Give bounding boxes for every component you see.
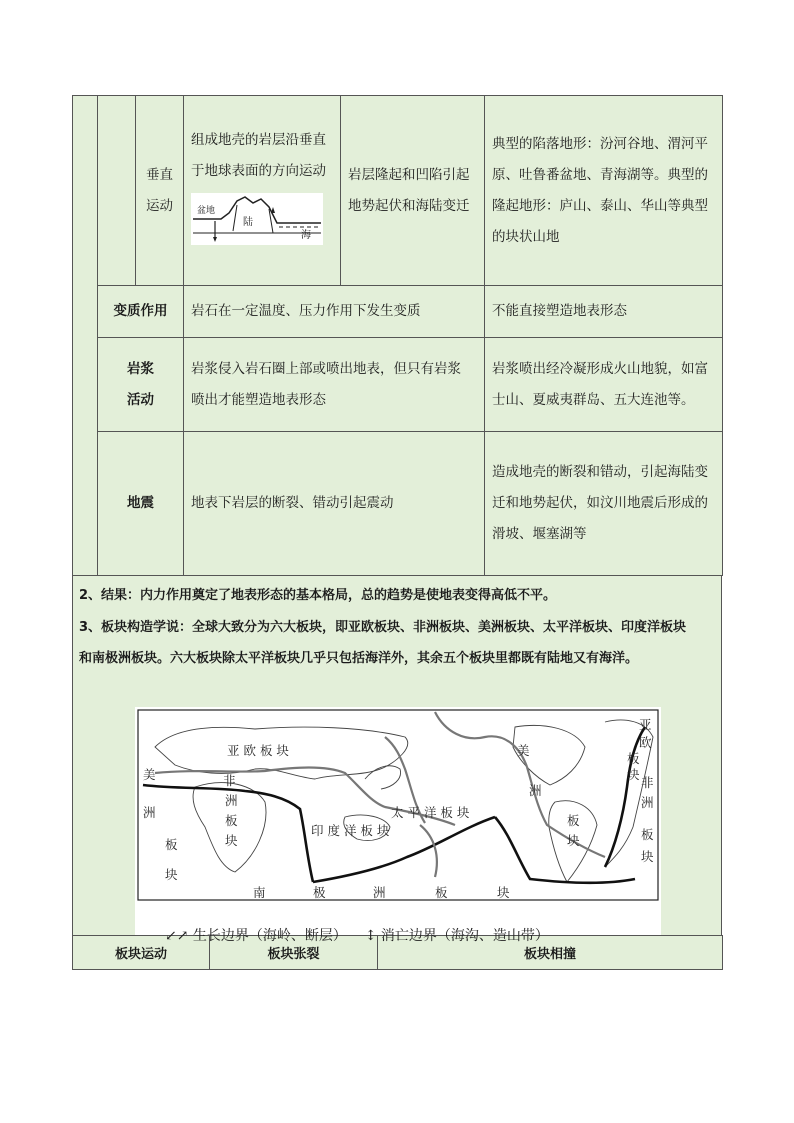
example-earthquake xyxy=(485,432,723,576)
header-plate-movement: 板块运动 xyxy=(73,935,210,969)
label-american-1: 美 xyxy=(517,742,530,758)
label-right-african-4: 块 xyxy=(641,848,654,864)
subduction-boundary-icon: ↕ xyxy=(364,927,377,944)
label-african-plate-3: 板 xyxy=(225,812,238,828)
row-metamorphism xyxy=(73,286,723,338)
header-plate-collision: 板块相撞 xyxy=(378,935,723,969)
label-american-4: 块 xyxy=(567,832,580,848)
text-line: 的块状山地 xyxy=(492,228,560,245)
diagram-land-label: 陆 xyxy=(243,216,253,228)
notes-section xyxy=(72,576,722,685)
text-line: 岩层隆起和凹陷引起 xyxy=(348,166,470,183)
plate-map-drawing xyxy=(135,707,661,917)
label-earthquake: 地震 xyxy=(98,432,184,576)
text-line: 岩浆喷出经冷凝形成火山地貌，如富 xyxy=(492,360,708,377)
diagram-basin-label: 盆地 xyxy=(197,205,216,216)
text-line: 岩浆侵入岩石圈上部或喷出地表，但只有岩浆 xyxy=(191,360,461,377)
text-line: 喷出才能塑造地表形态 xyxy=(191,391,326,408)
document-body xyxy=(72,95,722,970)
effect-vertical-movement xyxy=(341,96,485,286)
label-vertical-movement xyxy=(136,96,184,286)
label-right-african-1: 非 xyxy=(641,774,654,790)
label-left-american-3: 板 xyxy=(165,836,178,852)
label-antarctic-3: 洲 xyxy=(373,884,386,900)
outer-gutter-col xyxy=(73,96,98,576)
row-earthquake xyxy=(73,432,723,576)
legend-subduction-boundary: 消亡边界（海沟、造山带） xyxy=(380,927,549,944)
label-right-eurasian-3: 板 xyxy=(627,750,640,766)
label-antarctic-4: 板 xyxy=(435,884,448,900)
text-line: 典型的陷落地形：汾河谷地、渭河平 xyxy=(492,135,708,152)
label-american-3: 板 xyxy=(567,812,580,828)
note-plate-theory-cont: 和南极洲板块。六大板块除太平洋板块几乎只包括海洋外，其余五个板块里都既有陆地又有海洋。 xyxy=(79,651,639,666)
vertical-movement-diagram xyxy=(191,193,323,245)
label-left-american-4: 块 xyxy=(165,866,178,882)
growth-boundary-icon: ↙↗ xyxy=(165,927,189,944)
header-plate-rifting: 板块张裂 xyxy=(210,935,378,969)
row-magma xyxy=(73,338,723,432)
label-african-plate-4: 块 xyxy=(225,832,238,848)
label-right-eurasian-4: 块 xyxy=(627,766,640,782)
label-left-american-1: 美 xyxy=(143,766,156,782)
legend-growth-boundary: 生长边界（海岭、断层） xyxy=(192,927,347,944)
label-line: 运动 xyxy=(146,197,173,214)
text-line: 组成地壳的岩层沿垂直 xyxy=(191,131,326,148)
label-left-american-2: 洲 xyxy=(143,804,156,820)
example-magma xyxy=(485,338,723,432)
plate-map xyxy=(135,707,661,944)
desc-vertical-movement xyxy=(184,96,341,286)
internal-forces-table xyxy=(72,95,723,576)
label-line: 活动 xyxy=(127,391,154,408)
label-right-eurasian-2: 欧 xyxy=(639,734,652,750)
diagram-sea-label: 海 xyxy=(301,229,311,241)
label-right-african-2: 洲 xyxy=(641,794,654,810)
desc-magma xyxy=(184,338,485,432)
label-eurasian-plate: 亚 欧 板 块 xyxy=(227,742,289,758)
desc-metamorphism: 岩石在一定温度、压力作用下发生变质 xyxy=(184,286,485,338)
text-line: 于地球表面的方向运动 xyxy=(191,162,326,179)
text-line: 造成地壳的断裂和错动，引起海陆变 xyxy=(492,464,708,480)
label-american-2: 洲 xyxy=(529,782,542,798)
label-magma xyxy=(98,338,184,432)
row-vertical-movement xyxy=(73,96,723,286)
note-result: 2、结果：内力作用奠定了地表形态的基本格局，总的趋势是使地表变得高低不平。 xyxy=(79,588,557,603)
text-line: 迁和地势起伏，如汶川地震后形成的 xyxy=(492,495,708,511)
map-legend xyxy=(165,925,549,945)
label-line: 岩浆 xyxy=(127,360,154,377)
example-vertical-movement xyxy=(485,96,723,286)
note-plate-theory: 3、板块构造学说：全球大致分为六大板块，即亚欧板块、非洲板块、美洲板块、太平洋板块、印度洋板块 xyxy=(79,619,687,635)
text-line: 地势起伏和海陆变迁 xyxy=(348,197,470,214)
plate-map-section xyxy=(72,685,722,944)
label-metamorphism: 变质作用 xyxy=(98,286,184,338)
label-antarctic-2: 极 xyxy=(313,884,326,900)
desc-earthquake: 地表下岩层的断裂、错动引起震动 xyxy=(184,432,485,576)
text-line: 隆起地形：庐山、泰山、华山等典型 xyxy=(492,197,708,214)
label-right-african-3: 板 xyxy=(641,826,654,842)
label-right-eurasian-1: 亚 xyxy=(639,716,652,732)
inner-gutter-col xyxy=(98,96,136,286)
label-antarctic-5: 块 xyxy=(497,884,510,900)
label-antarctic-1: 南 xyxy=(253,884,266,900)
label-african-plate-1: 非 xyxy=(223,772,236,788)
label-african-plate-2: 洲 xyxy=(225,792,238,808)
text-line: 滑坡、堰塞湖等 xyxy=(492,526,587,542)
text-line: 原、吐鲁番盆地、青海湖等。典型的 xyxy=(492,166,708,183)
label-indian-plate: 印 度 洋 板 块 xyxy=(311,822,390,838)
label-pacific-plate: 太 平 洋 板 块 xyxy=(391,804,470,820)
example-metamorphism: 不能直接塑造地表形态 xyxy=(485,286,723,338)
label-line: 垂直 xyxy=(146,166,173,183)
text-line: 士山、夏威夷群岛、五大连池等。 xyxy=(492,391,695,408)
